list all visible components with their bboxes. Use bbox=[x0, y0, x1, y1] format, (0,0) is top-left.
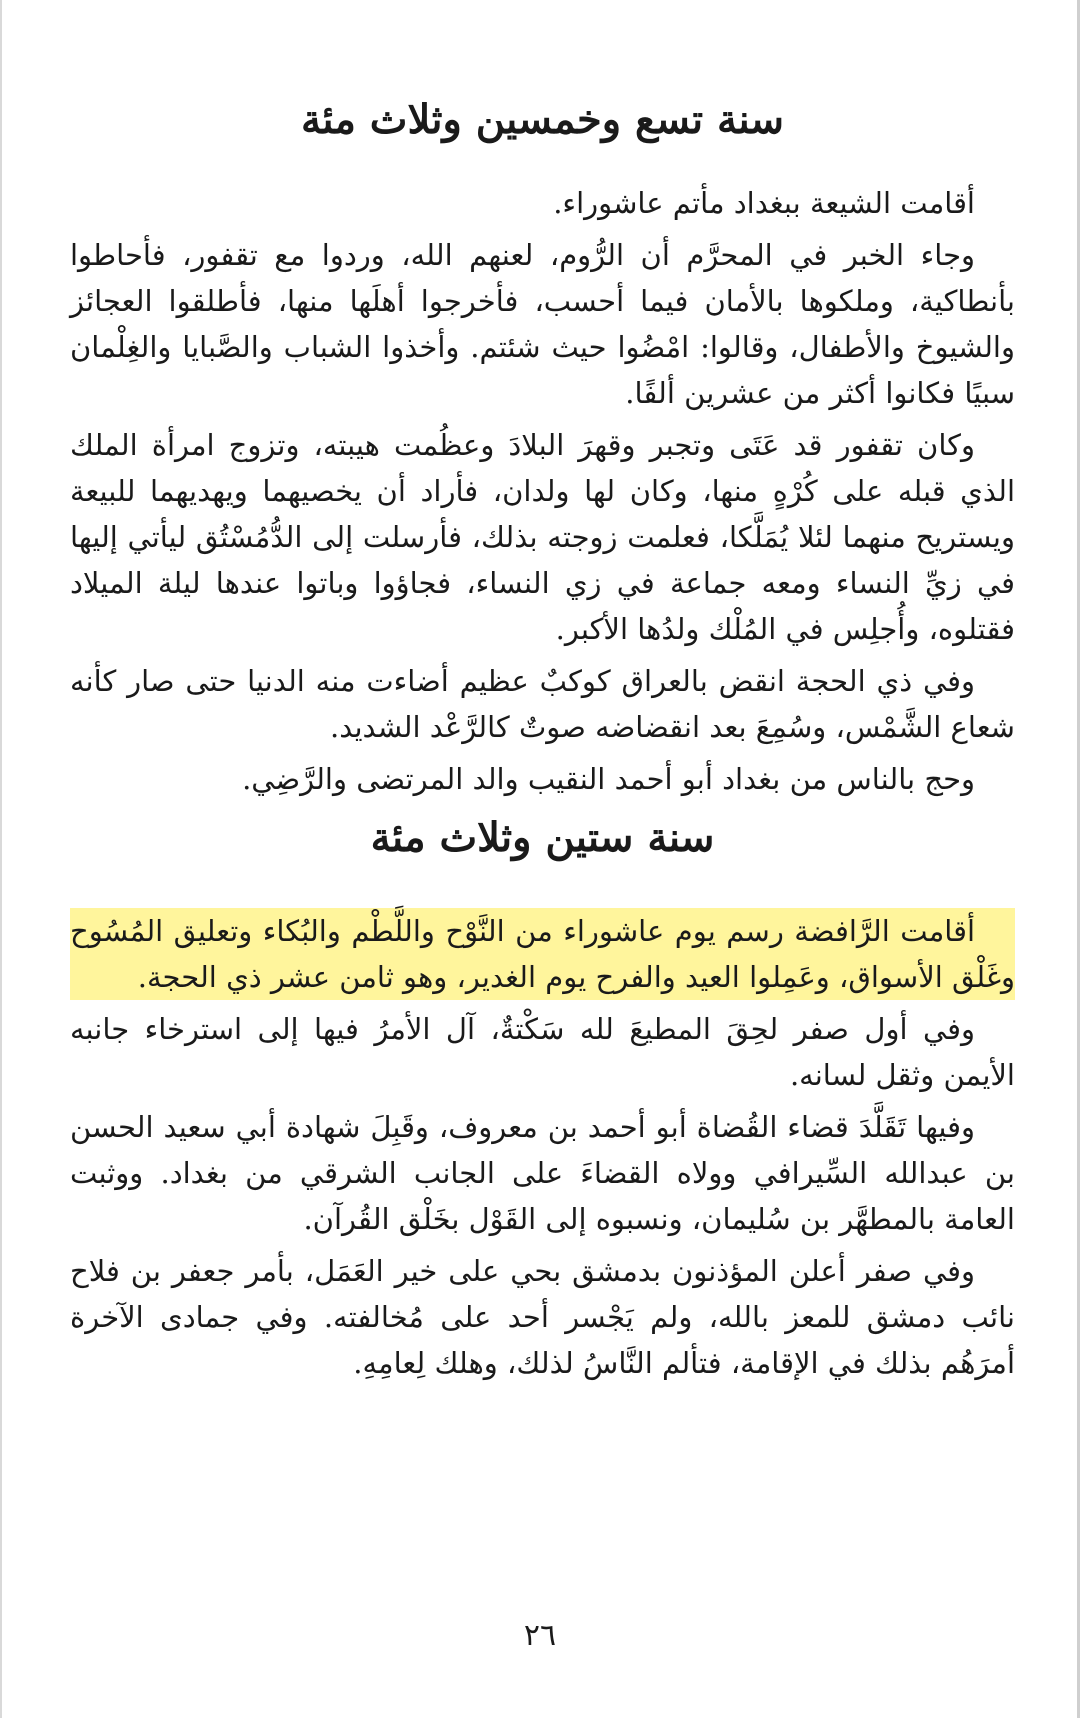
paragraph-damascus-adhan: وفي صفر أعلن المؤذنون بدمشق بحي على خير العَمَل، بأمر جعفر بن فلاح نائب دمشق للمعز بالله، ولم يَجْسر أحد على مُخالفته. وفي جمادى الآخرة أمرَهُم بذلك في الإقامة، فتألم النَّاسُ لذلك، وهلك لِعامِهِ. bbox=[70, 1254, 1015, 1380]
paragraph-ashura-mourning: أقامت الشيعة ببغداد مأتم عاشوراء. bbox=[553, 186, 975, 220]
paragraph-nikephoros-death: وكان تقفور قد عَتَى وتجبر وقهرَ البلادَ وعظُمت هيبته، وتزوج امرأة الملك الذي قبله على كُرْهٍ منها، وكان لها ولدان، فأراد أن يخصيهما ويهديهما للبيعة ويستريح منهما لئلا يُمَلَّكا، فعلمت زوجته بذلك، فأرسلت إلى الدُّمُسْتُق ليأتي إليها في زيِّ النساء ومعه جماعة في زي النساء، فجاؤوا وباتوا عندها ليلة الميلاد فقتلوه، وأُجلِس في المُلْك ولدُها الأكبر. bbox=[70, 428, 1015, 646]
paragraph-caliph-stroke: وفي أول صفر لحِقَ المطيعَ لله سَكْتةٌ، آل الأمرُ فيها إلى استرخاء جانبه الأيمن وثقل لسانه. bbox=[70, 1012, 1015, 1092]
highlighted-paragraph-rafida-ashura: أقامت الرَّافضة رسم يوم عاشوراء من النَّوْح واللَّطْم والبُكاء وتعليق المُسُوح وغَلْق الأسواق، وعَمِلوا العيد والفرح يوم الغدير، وهو ثامن عشر ذي الحجة. bbox=[70, 908, 1015, 1000]
book-page bbox=[70, 90, 1015, 1392]
paragraph-chief-judge: وفيها تَقَلَّدَ قضاء القُضاة أبو أحمد بن معروف، وقَبِلَ شهادة أبي سعيد الحسن بن عبدالله السِّيرافي وولاه القضاءَ على الجانب الشرقي من بغداد. ووثبت العامة بالمطهَّر بن سُليمان، ونسبوه إلى القَوْل بخَلْق القُرآن. bbox=[70, 1110, 1015, 1236]
paragraph-meteor: وفي ذي الحجة انقض بالعراق كوكبٌ عظيم أضاءت منه الدنيا حتى صار كأنه شعاع الشَّمْس، وسُمِعَ بعد انقضاضه صوتٌ كالرَّعْد الشديد. bbox=[70, 664, 1015, 744]
heading-year-359: سنة تسع وخمسين وثلاث مئة bbox=[300, 96, 785, 143]
page-left-edge bbox=[0, 0, 2, 1718]
page-number: ٢٦ bbox=[523, 1618, 557, 1653]
paragraph-hajj-leader: وحج بالناس من بغداد أبو أحمد النقيب والد المرتضى والرَّضِي. bbox=[242, 762, 975, 796]
paragraph-antioch-capture: وجاء الخبر في المحرَّم أن الرُّوم، لعنهم الله، وردوا مع تقفور، فأحاطوا بأنطاكية، وملكوها بالأمان فيما أحسب، فأخرجوا أهلَها منها، فأطلقوا العجائز والشيوخ والأطفال، وقالوا: امْضُوا حيث شئتم. وأخذوا الشباب والصَّبايا والغِلْمان سبيًا فكانوا أكثر من عشرين ألفًا. bbox=[70, 238, 1015, 410]
heading-year-360: سنة ستين وثلاث مئة bbox=[370, 814, 715, 861]
